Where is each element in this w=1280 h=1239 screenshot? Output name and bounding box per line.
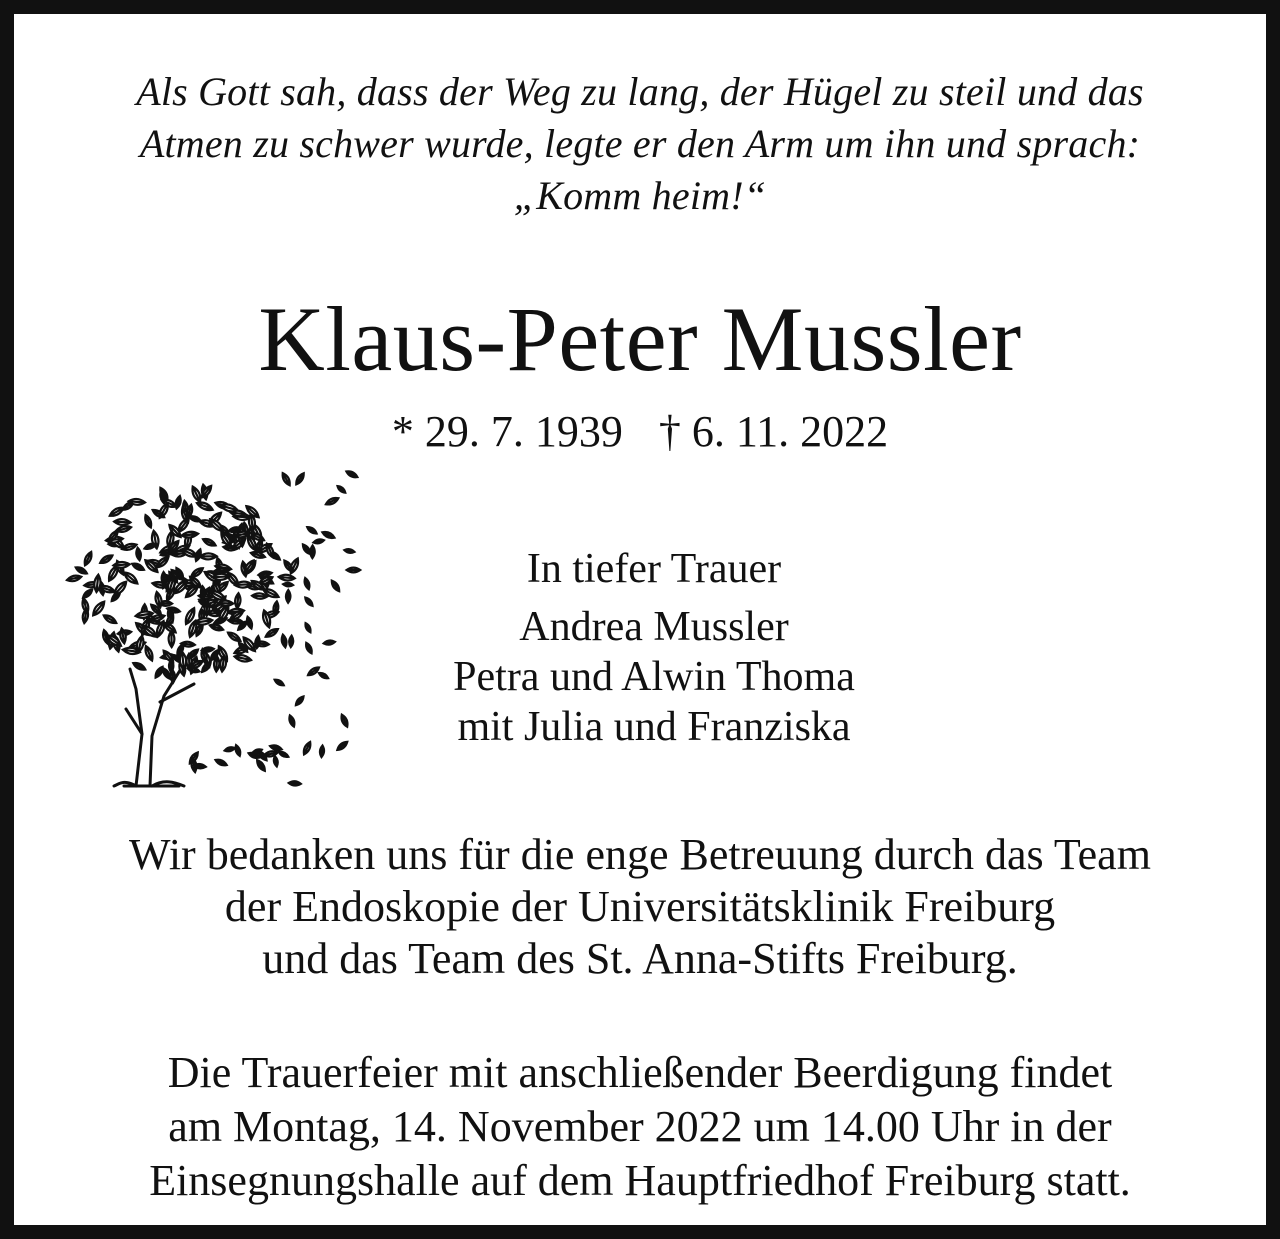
mourner-line: Andrea Mussler [519,604,789,650]
thanks-line: der Endoskopie der Universitätsklinik Freiburg [224,882,1056,931]
quote-line: „Komm heim!“ [513,173,767,218]
funeral-service-info [54,1046,1226,1208]
memorial-quote [54,66,1226,222]
service-line: am Montag, 14. November 2022 um 14.00 Uhr in der [168,1102,1112,1151]
mourner-line: Petra und Alwin Thoma [453,654,855,700]
thanks-paragraph [54,829,1226,985]
mourners-intro: In tiefer Trauer [526,546,782,592]
quote-line: Als Gott sah, dass der Weg zu lang, der Hügel zu steil und das [136,69,1144,114]
thanks-line: Wir bedanken uns für die enge Betreuung durch das Team [129,830,1151,879]
death-date: † 6. 11. 2022 [658,407,889,456]
deceased-name: Klaus-Peter Mussler [258,288,1022,390]
mourner-line: mit Julia und Franziska [457,704,851,750]
birth-date: * 29. 7. 1939 [391,407,623,456]
quote-line: Atmen zu schwer wurde, legte er den Arm um ihn und sprach: [139,121,1141,166]
mourners-block [354,544,954,752]
service-line: Die Trauerfeier mit anschließender Beerdigung findet [167,1048,1113,1097]
windblown-tree-icon [64,434,374,799]
thanks-line: und das Team des St. Anna-Stifts Freiburg. [262,934,1018,983]
service-line: Einsegnungshalle auf dem Hauptfriedhof Freiburg statt. [149,1156,1131,1205]
